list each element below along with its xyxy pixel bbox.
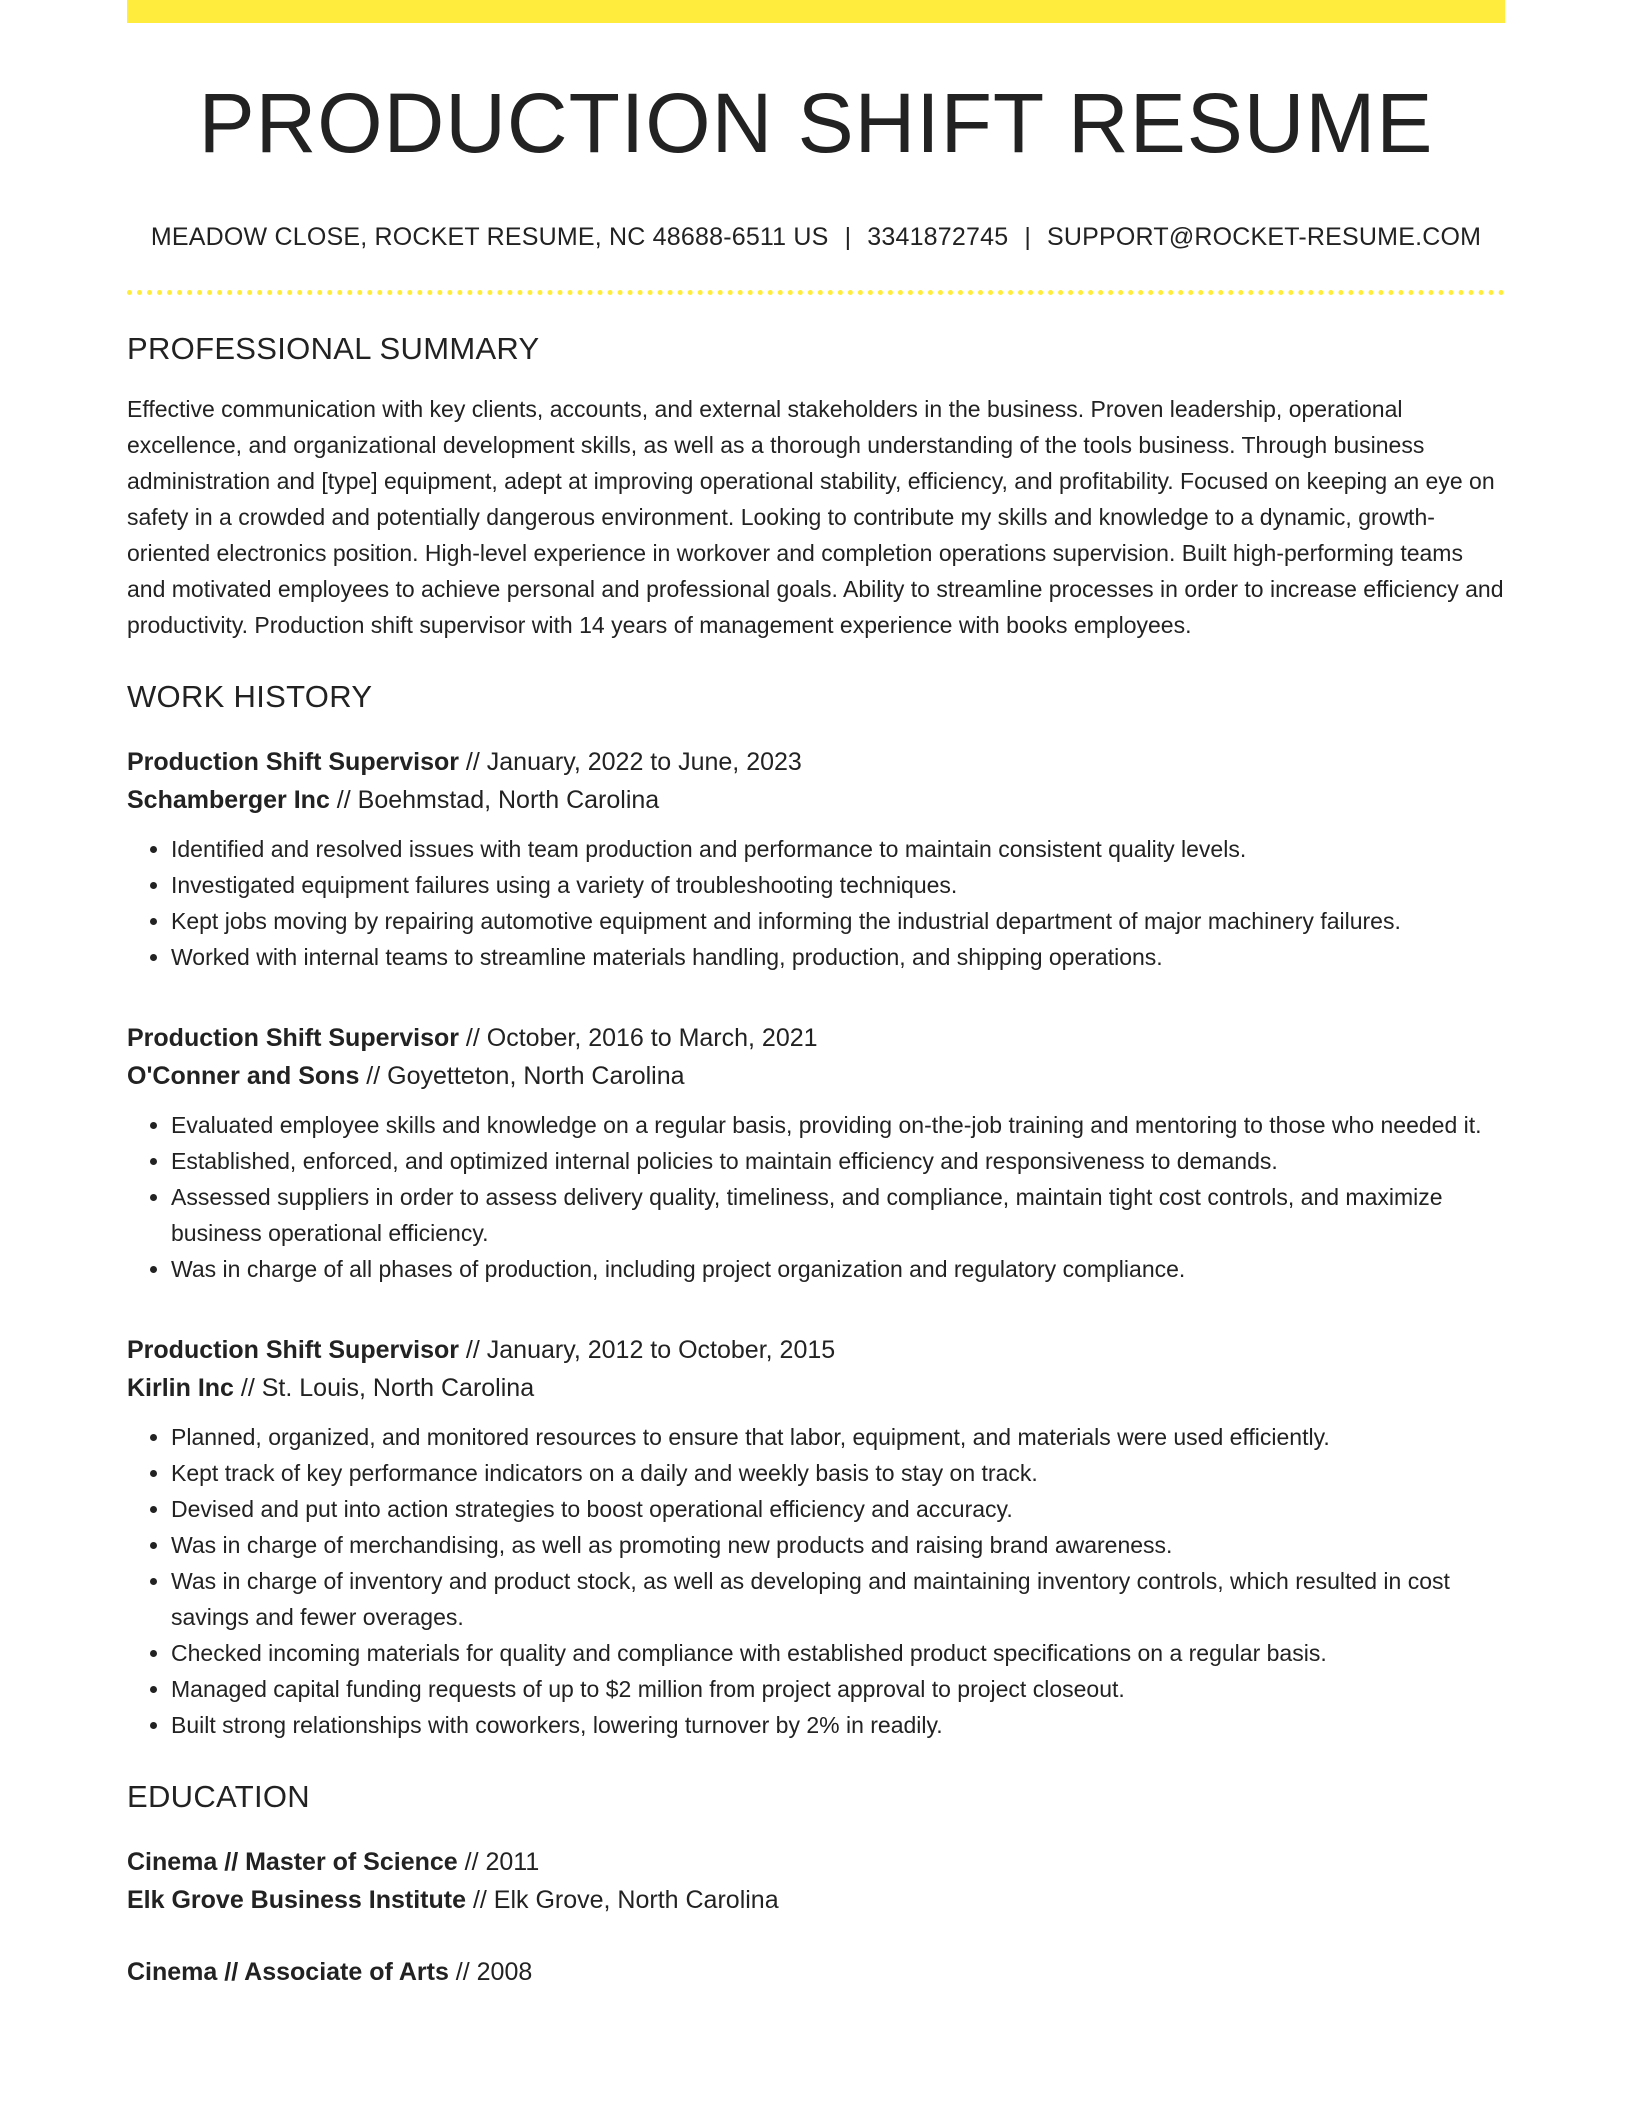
job-title: Production Shift Supervisor [127, 1024, 459, 1053]
education-school: Elk Grove Business Institute [127, 1886, 466, 1915]
job-bullet: • Devised and put into action strategies to boost operational efficiency and accuracy. [171, 1491, 1505, 1527]
job-bullet: • Evaluated employee skills and knowledge on a regular basis, providing on-the-job training and mentoring to those who needed it. [171, 1107, 1505, 1143]
job-company: O'Conner and Sons [127, 1062, 360, 1091]
education-degree-line [127, 1843, 1505, 1881]
job-bullet: • Identified and resolved issues with team production and performance to maintain consistent quality levels. [171, 831, 1505, 867]
education-entry [127, 1843, 1505, 1919]
job-company-line [127, 1057, 1505, 1095]
dotted-divider [127, 290, 1505, 295]
education-section [127, 1779, 1505, 1991]
education-location: // Elk Grove, North Carolina [466, 1886, 779, 1915]
job-bullets [127, 1419, 1505, 1743]
job-bullet: • Checked incoming materials for quality and compliance with established product specifications on a regular basis. [171, 1635, 1505, 1671]
job-location: // Boehmstad, North Carolina [329, 786, 660, 815]
resume-title: PRODUCTION SHIFT RESUME [198, 76, 1434, 170]
job-entry [127, 1019, 1505, 1287]
contact-email: SUPPORT@ROCKET-RESUME.COM [1047, 223, 1482, 252]
summary-heading: PROFESSIONAL SUMMARY [127, 331, 540, 367]
education-degree-line [127, 1953, 1505, 1991]
job-bullets [127, 831, 1505, 975]
contact-separator: | [844, 223, 852, 252]
job-bullet: • Was in charge of all phases of production, including project organization and regulatory compliance. [171, 1251, 1505, 1287]
job-title: Production Shift Supervisor [127, 748, 459, 777]
job-location: // St. Louis, North Carolina [233, 1374, 535, 1403]
job-company-line [127, 781, 1505, 819]
job-entry [127, 1331, 1505, 1743]
education-school-line [127, 1881, 1505, 1919]
summary-section [127, 331, 1505, 643]
education-entry [127, 1953, 1505, 1991]
job-bullet: • Assessed suppliers in order to assess delivery quality, timeliness, and compliance, maintain tight cost controls, and maximize business operational efficiency. [171, 1179, 1505, 1251]
job-bullet: • Was in charge of merchandising, as well as promoting new products and raising brand awareness. [171, 1527, 1505, 1563]
job-title: Production Shift Supervisor [127, 1336, 459, 1365]
job-title-line [127, 1019, 1505, 1057]
job-dates: // October, 2016 to March, 2021 [458, 1024, 818, 1053]
job-bullet: • Planned, organized, and monitored resources to ensure that labor, equipment, and materials were used efficiently. [171, 1419, 1505, 1455]
job-bullet: • Kept jobs moving by repairing automotive equipment and informing the industrial department of major machinery failures. [171, 903, 1505, 939]
job-company: Schamberger Inc [127, 786, 330, 815]
education-year: // 2011 [457, 1848, 540, 1877]
contact-address: MEADOW CLOSE, ROCKET RESUME, NC 48688-6511 US [150, 223, 829, 252]
job-entry [127, 743, 1505, 975]
job-dates: // January, 2012 to October, 2015 [458, 1336, 836, 1365]
job-title-line [127, 1331, 1505, 1369]
job-company: Kirlin Inc [127, 1374, 234, 1403]
job-bullet: • Established, enforced, and optimized internal policies to maintain efficiency and responsiveness to demands. [171, 1143, 1505, 1179]
job-company-line [127, 1369, 1505, 1407]
education-year: // 2008 [448, 1958, 533, 1987]
contact-line [127, 223, 1505, 252]
work-history-section [127, 679, 1505, 1743]
work-history-heading: WORK HISTORY [127, 679, 373, 715]
job-bullet: • Managed capital funding requests of up to $2 million from project approval to project closeout. [171, 1671, 1505, 1707]
accent-top-bar [127, 0, 1505, 23]
job-bullet: • Kept track of key performance indicators on a daily and weekly basis to stay on track. [171, 1455, 1505, 1491]
job-bullet: • Worked with internal teams to streamline materials handling, production, and shipping operations. [171, 939, 1505, 975]
job-bullet: • Investigated equipment failures using a variety of troubleshooting techniques. [171, 867, 1505, 903]
job-dates: // January, 2022 to June, 2023 [458, 748, 802, 777]
education-heading: EDUCATION [127, 1779, 310, 1815]
job-bullet: • Built strong relationships with coworkers, lowering turnover by 2% in readily. [171, 1707, 1505, 1743]
contact-phone: 3341872745 [867, 223, 1009, 252]
education-degree: Cinema // Associate of Arts [127, 1958, 449, 1987]
summary-text: Effective communication with key clients, accounts, and external stakeholders in the business. Proven leadership, operational excellence, and organizational development skills, as well as a thorough understanding of the tools business. Through business administration and [type] equipment, adept at improving operational stability, efficiency, and profitability. Focused on keeping an eye on safety in a crowded and potentially dangerous environment. Looking to contribute my skills and knowledge to a dynamic, growth-oriented electronics position. High-level experience in workover and completion operations supervision. Built high-performing teams and motivated employees to achieve personal and professional goals. Ability to streamline processes in order to increase efficiency and productivity. Production shift supervisor with 14 years of management experience with books employees. [127, 396, 1504, 639]
job-title-line [127, 743, 1505, 781]
job-location: // Goyetteton, North Carolina [359, 1062, 685, 1091]
education-degree: Cinema // Master of Science [127, 1848, 458, 1877]
contact-separator: | [1024, 223, 1032, 252]
job-bullet: • Was in charge of inventory and product stock, as well as developing and maintaining inventory controls, which resulted in cost savings and fewer overages. [171, 1563, 1505, 1635]
job-bullets [127, 1107, 1505, 1287]
